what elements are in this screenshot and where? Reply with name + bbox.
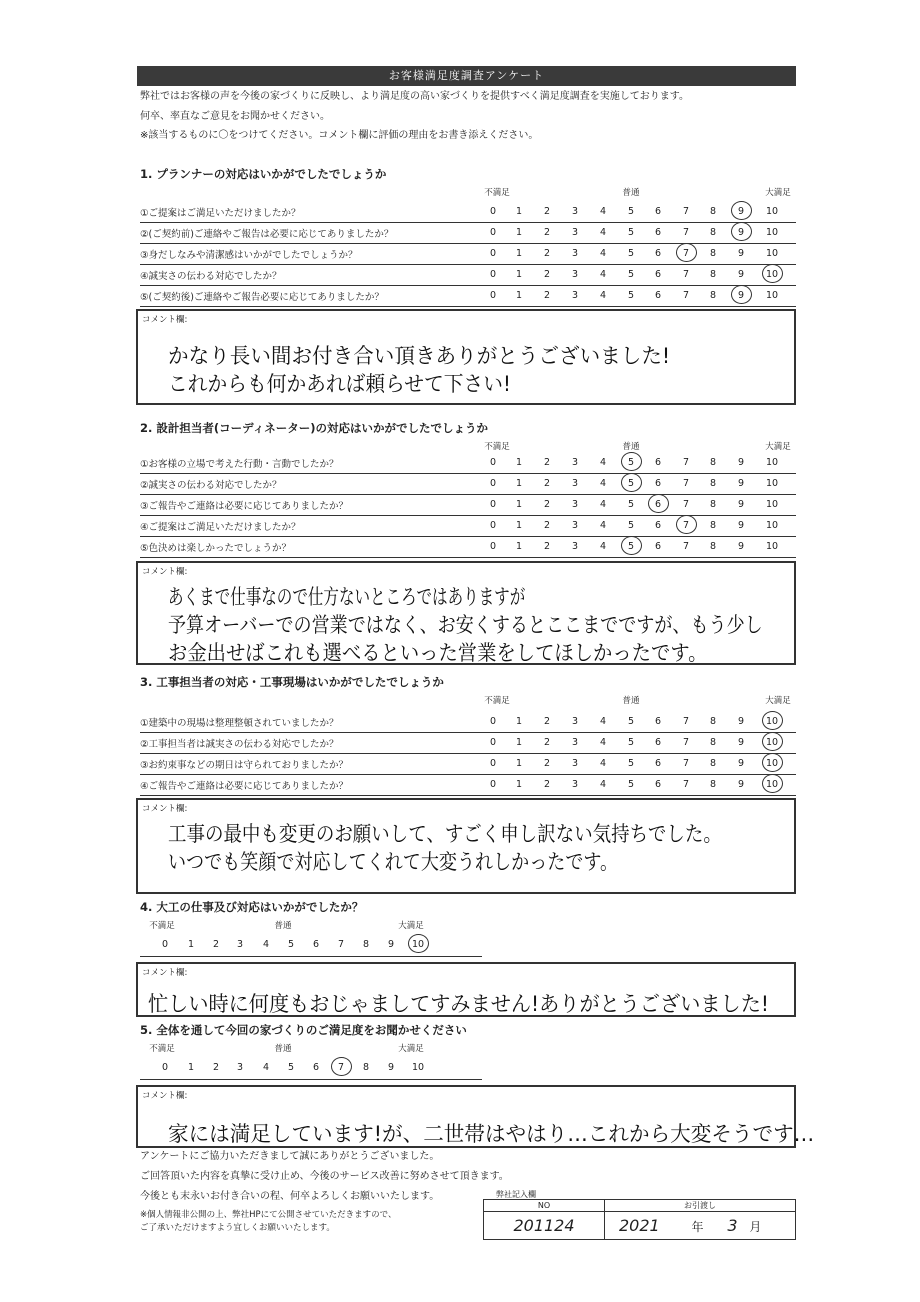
rating-option-8[interactable]: 8 <box>709 248 717 259</box>
rating-option-1[interactable]: 1 <box>515 457 523 468</box>
rating-option-5[interactable]: 5 <box>627 737 635 748</box>
selected-rating-circle <box>731 201 752 220</box>
selected-rating-circle <box>676 515 697 534</box>
rating-option-9[interactable]: 9 <box>737 758 745 769</box>
scale-label-mid-3: 普通 <box>622 696 640 706</box>
rating-option-5[interactable]: 5 <box>627 499 635 510</box>
rating-option-4[interactable]: 4 <box>599 457 607 468</box>
selected-rating-circle <box>331 1057 352 1076</box>
question-text: ③ご報告やご連絡は必要に応じてありましたか？ <box>140 501 349 512</box>
selected-rating-circle <box>762 711 783 730</box>
rating-option-1[interactable]: 1 <box>187 939 195 950</box>
footer-note-1: ※個人情報非公開の上、弊社HPにて公開させていただきますので、 <box>140 1210 397 1220</box>
rating-option-9[interactable]: 9 <box>737 541 745 552</box>
handwritten-comment-line: 工事の最中も変更のお願いして、すごく申し訳ない気持ちでした。 <box>168 822 722 846</box>
rating-option-4[interactable]: 4 <box>262 1062 270 1073</box>
rating-option-0[interactable]: 0 <box>161 1062 169 1073</box>
rating-option-6[interactable]: 6 <box>654 499 662 510</box>
comment-label: コメント欄: <box>142 804 188 814</box>
handwritten-comment-line: 予算オーバーでの営業ではなく、お安くするとここまでですが、もう少し <box>168 613 763 637</box>
rating-option-5[interactable]: 5 <box>287 1062 295 1073</box>
rating-option-3[interactable]: 3 <box>571 478 579 489</box>
rating-option-10[interactable]: 10 <box>411 939 425 950</box>
rating-option-8[interactable]: 8 <box>709 737 717 748</box>
rating-option-0[interactable]: 0 <box>489 779 497 790</box>
scale-label-mid-2: 普通 <box>622 442 640 452</box>
rating-option-9[interactable]: 9 <box>737 269 745 280</box>
rating-option-2[interactable]: 2 <box>543 290 551 301</box>
question-row <box>140 494 796 516</box>
rating-option-2[interactable]: 2 <box>543 541 551 552</box>
question-row <box>140 774 796 796</box>
rating-option-2[interactable]: 2 <box>212 939 220 950</box>
scale-label-mid-1: 普通 <box>622 188 640 198</box>
rating-option-3[interactable]: 3 <box>571 499 579 510</box>
rating-option-10[interactable]: 10 <box>765 227 779 238</box>
rating-option-2[interactable]: 2 <box>543 269 551 280</box>
question-text: ①お客様の立場で考えた行動・言動でしたか？ <box>140 459 339 470</box>
rating-option-3[interactable]: 3 <box>571 206 579 217</box>
selected-rating-circle <box>731 285 752 304</box>
handwritten-comment-line: あくまで仕事なので仕方ないところではありますが <box>168 585 526 609</box>
question-text: ③お約束事などの期日は守られておりましたか？ <box>140 760 349 771</box>
rating-option-2[interactable]: 2 <box>543 779 551 790</box>
rating-option-9[interactable]: 9 <box>737 520 745 531</box>
rating-option-8[interactable]: 8 <box>709 290 717 301</box>
section-title-4: 4. 大工の仕事及び対応はいかがでしたか？ <box>140 900 364 914</box>
rating-option-10[interactable]: 10 <box>765 290 779 301</box>
rating-option-6[interactable]: 6 <box>654 478 662 489</box>
rating-option-1[interactable]: 1 <box>515 290 523 301</box>
section-title-1: 1. プランナーの対応はいかがでしたでしょうか <box>140 167 387 181</box>
rating-option-0[interactable]: 0 <box>489 758 497 769</box>
intro-line-2: 何卒、率直なご意見をお聞かせください。 <box>140 111 330 122</box>
rating-option-3[interactable]: 3 <box>236 1062 244 1073</box>
rating-option-1[interactable]: 1 <box>515 779 523 790</box>
rating-option-5[interactable]: 5 <box>627 716 635 727</box>
rating-option-4[interactable]: 4 <box>599 269 607 280</box>
rating-option-7[interactable]: 7 <box>682 478 690 489</box>
rating-option-5[interactable]: 5 <box>627 758 635 769</box>
rating-option-7[interactable]: 7 <box>682 457 690 468</box>
rating-option-1[interactable]: 1 <box>515 478 523 489</box>
rating-option-7[interactable]: 7 <box>682 758 690 769</box>
rating-option-2[interactable]: 2 <box>543 206 551 217</box>
question-text: ③身だしなみや清潔感はいかがでしたでしょうか？ <box>140 250 358 261</box>
handover-year: 2021 <box>619 1216 660 1235</box>
rating-option-0[interactable]: 0 <box>489 269 497 280</box>
rating-option-9[interactable]: 9 <box>737 478 745 489</box>
rating-option-9[interactable]: 9 <box>737 716 745 727</box>
rating-option-4[interactable]: 4 <box>599 716 607 727</box>
no-label: NO <box>484 1200 605 1212</box>
rating-option-6[interactable]: 6 <box>654 520 662 531</box>
rating-option-0[interactable]: 0 <box>489 737 497 748</box>
rating-option-4[interactable]: 4 <box>599 520 607 531</box>
rating-option-10[interactable]: 10 <box>765 499 779 510</box>
rating-option-4[interactable]: 4 <box>599 758 607 769</box>
rating-option-6[interactable]: 6 <box>654 248 662 259</box>
rating-row-4 <box>140 934 482 957</box>
rating-option-2[interactable]: 2 <box>543 248 551 259</box>
rating-option-8[interactable]: 8 <box>709 269 717 280</box>
footer-line-2: ご回答頂いた内容を真摯に受け止め、今後のサービス改善に努めさせて頂きます。 <box>140 1171 509 1182</box>
rating-option-6[interactable]: 6 <box>654 227 662 238</box>
rating-option-9[interactable]: 9 <box>737 737 745 748</box>
comment-label: コメント欄: <box>142 567 188 577</box>
rating-option-1[interactable]: 1 <box>515 716 523 727</box>
rating-option-2[interactable]: 2 <box>543 499 551 510</box>
rating-option-0[interactable]: 0 <box>489 478 497 489</box>
rating-option-9[interactable]: 9 <box>387 939 395 950</box>
rating-option-5[interactable]: 5 <box>627 227 635 238</box>
rating-option-5[interactable]: 5 <box>627 779 635 790</box>
rating-option-6[interactable]: 6 <box>654 758 662 769</box>
rating-option-8[interactable]: 8 <box>709 716 717 727</box>
scale-label-mid-5: 普通 <box>274 1044 292 1054</box>
rating-option-5[interactable]: 5 <box>627 206 635 217</box>
rating-option-3[interactable]: 3 <box>571 779 579 790</box>
rating-option-1[interactable]: 1 <box>515 269 523 280</box>
rating-option-9[interactable]: 9 <box>737 248 745 259</box>
rating-option-0[interactable]: 0 <box>489 499 497 510</box>
rating-option-0[interactable]: 0 <box>489 290 497 301</box>
rating-option-5[interactable]: 5 <box>627 248 635 259</box>
selected-rating-circle <box>621 536 642 555</box>
rating-option-1[interactable]: 1 <box>515 541 523 552</box>
rating-option-2[interactable]: 2 <box>212 1062 220 1073</box>
rating-option-7[interactable]: 7 <box>682 520 690 531</box>
scale-label-low-5: 不満足 <box>149 1044 175 1054</box>
rating-option-5[interactable]: 5 <box>627 520 635 531</box>
rating-option-1[interactable]: 1 <box>515 499 523 510</box>
handwritten-comment-line: これからも何かあれば頼らせて下さい! <box>168 372 511 396</box>
year-unit: 年 <box>691 1220 704 1234</box>
rating-option-4[interactable]: 4 <box>599 227 607 238</box>
rating-option-1[interactable]: 1 <box>187 1062 195 1073</box>
question-row <box>140 222 796 244</box>
rating-option-3[interactable]: 3 <box>571 520 579 531</box>
rating-option-7[interactable]: 7 <box>682 227 690 238</box>
rating-option-2[interactable]: 2 <box>543 716 551 727</box>
rating-option-3[interactable]: 3 <box>571 457 579 468</box>
question-row <box>140 536 796 558</box>
rating-option-6[interactable]: 6 <box>654 269 662 280</box>
rating-option-9[interactable]: 9 <box>737 779 745 790</box>
rating-option-7[interactable]: 7 <box>682 269 690 280</box>
rating-option-8[interactable]: 8 <box>709 779 717 790</box>
scale-label-low-1: 不満足 <box>484 188 510 198</box>
rating-option-5[interactable]: 5 <box>627 269 635 280</box>
rating-option-2[interactable]: 2 <box>543 227 551 238</box>
rating-option-0[interactable]: 0 <box>489 541 497 552</box>
question-row <box>140 515 796 537</box>
survey-title: お客様満足度調査アンケート <box>137 66 796 86</box>
section-title-2: 2. 設計担当者(コーディネーター)の対応はいかがでしたでしょうか <box>140 421 488 435</box>
rating-option-10[interactable]: 10 <box>765 248 779 259</box>
rating-option-9[interactable]: 9 <box>737 290 745 301</box>
comment-label: コメント欄: <box>142 968 188 978</box>
handwritten-comment-line: 家には満足しています!が、二世帯はやはり…これから大変そうです… <box>168 1122 815 1146</box>
rating-option-3[interactable]: 3 <box>571 541 579 552</box>
rating-option-0[interactable]: 0 <box>489 457 497 468</box>
rating-option-4[interactable]: 4 <box>262 939 270 950</box>
scale-label-high-3: 大満足 <box>765 696 791 706</box>
handwritten-comment-line: かなり長い間お付き合い頂きありがとうございました! <box>168 344 671 368</box>
rating-option-1[interactable]: 1 <box>515 520 523 531</box>
question-text: ④ご提案はご満足いただけましたか？ <box>140 522 301 533</box>
rating-option-5[interactable]: 5 <box>627 478 635 489</box>
rating-option-3[interactable]: 3 <box>236 939 244 950</box>
rating-option-6[interactable]: 6 <box>654 541 662 552</box>
selected-rating-circle <box>621 452 642 471</box>
comment-box-1[interactable] <box>136 309 796 405</box>
rating-option-8[interactable]: 8 <box>709 499 717 510</box>
rating-option-10[interactable]: 10 <box>765 206 779 217</box>
rating-option-8[interactable]: 8 <box>709 478 717 489</box>
comment-label: コメント欄: <box>142 315 188 325</box>
rating-option-0[interactable]: 0 <box>161 939 169 950</box>
question-row <box>140 243 796 265</box>
rating-row-5 <box>140 1057 482 1080</box>
rating-option-4[interactable]: 4 <box>599 248 607 259</box>
handwritten-comment-line: いつでも笑顔で対応してくれて大変うれしかったです。 <box>168 850 619 874</box>
selected-rating-circle <box>762 753 783 772</box>
rating-option-6[interactable]: 6 <box>654 290 662 301</box>
comment-box-5[interactable] <box>136 1085 815 1148</box>
rating-option-0[interactable]: 0 <box>489 716 497 727</box>
rating-option-4[interactable]: 4 <box>599 478 607 489</box>
question-text: ⑤色決めは楽しかったでしょうか？ <box>140 543 292 554</box>
rating-option-0[interactable]: 0 <box>489 248 497 259</box>
rating-option-5[interactable]: 5 <box>627 457 635 468</box>
rating-option-0[interactable]: 0 <box>489 520 497 531</box>
selected-rating-circle <box>408 934 429 953</box>
rating-option-7[interactable]: 7 <box>337 939 345 950</box>
handwritten-comment-line: お金出せばこれも選べるといった営業をしてほしかったです。 <box>168 641 708 665</box>
rating-option-7[interactable]: 7 <box>682 737 690 748</box>
rating-option-6[interactable]: 6 <box>654 457 662 468</box>
rating-option-3[interactable]: 3 <box>571 716 579 727</box>
rating-option-3[interactable]: 3 <box>571 758 579 769</box>
rating-option-3[interactable]: 3 <box>571 290 579 301</box>
rating-option-2[interactable]: 2 <box>543 457 551 468</box>
rating-option-7[interactable]: 7 <box>337 1062 345 1073</box>
comment-box-2[interactable] <box>136 561 796 665</box>
question-row <box>140 473 796 495</box>
rating-option-7[interactable]: 7 <box>682 290 690 301</box>
month-unit: 月 <box>749 1220 762 1234</box>
rating-option-4[interactable]: 4 <box>599 779 607 790</box>
rating-option-3[interactable]: 3 <box>571 248 579 259</box>
rating-option-8[interactable]: 8 <box>709 520 717 531</box>
rating-option-3[interactable]: 3 <box>571 269 579 280</box>
rating-option-8[interactable]: 8 <box>709 227 717 238</box>
question-text: ⑤(ご契約後)ご連絡やご報告必要に応じてありましたか？ <box>140 292 384 303</box>
scale-label-low-3: 不満足 <box>484 696 510 706</box>
rating-option-10[interactable]: 10 <box>411 1062 425 1073</box>
rating-option-6[interactable]: 6 <box>312 939 320 950</box>
rating-option-7[interactable]: 7 <box>682 541 690 552</box>
rating-option-2[interactable]: 2 <box>543 520 551 531</box>
rating-option-8[interactable]: 8 <box>362 939 370 950</box>
rating-option-10[interactable]: 10 <box>765 269 779 280</box>
handwritten-comment-line: 忙しい時に何度もおじゃましてすみません!ありがとうございました! <box>148 992 769 1016</box>
rating-option-2[interactable]: 2 <box>543 478 551 489</box>
rating-option-1[interactable]: 1 <box>515 737 523 748</box>
question-row <box>140 201 796 223</box>
intro-line-3: ※該当するものに〇をつけてください。コメント欄に評価の理由をお書き添えください。 <box>140 130 539 141</box>
rating-option-10[interactable]: 10 <box>765 779 779 790</box>
question-row <box>140 264 796 286</box>
rating-option-9[interactable]: 9 <box>737 206 745 217</box>
question-text: ②誠実さの伝わる対応でしたか？ <box>140 480 282 491</box>
rating-option-8[interactable]: 8 <box>709 457 717 468</box>
rating-option-6[interactable]: 6 <box>654 779 662 790</box>
office-use-label: 弊社記入欄 <box>496 1190 536 1199</box>
rating-option-7[interactable]: 7 <box>682 716 690 727</box>
rating-option-6[interactable]: 6 <box>654 206 662 217</box>
question-row <box>140 753 796 775</box>
question-text: ①建築中の現場は整理整頓されていましたか？ <box>140 718 339 729</box>
rating-option-9[interactable]: 9 <box>737 457 745 468</box>
rating-option-8[interactable]: 8 <box>709 206 717 217</box>
rating-option-6[interactable]: 6 <box>654 716 662 727</box>
comment-box-4[interactable] <box>136 962 796 1017</box>
question-text: ④ご報告やご連絡は必要に応じてありましたか？ <box>140 781 349 792</box>
selected-rating-circle <box>621 473 642 492</box>
rating-option-8[interactable]: 8 <box>362 1062 370 1073</box>
question-text: ④誠実さの伝わる対応でしたか？ <box>140 271 282 282</box>
selected-rating-circle <box>762 732 783 751</box>
rating-option-3[interactable]: 3 <box>571 737 579 748</box>
scale-label-low-2: 不満足 <box>484 442 510 452</box>
question-text: ②(ご契約前)ご連絡やご報告は必要に応じてありましたか？ <box>140 229 394 240</box>
question-row <box>140 732 796 754</box>
rating-option-4[interactable]: 4 <box>599 737 607 748</box>
no-value: 201124 <box>484 1212 605 1240</box>
footer-note-2: ご了承いただけますよう宜しくお願いいたします。 <box>140 1223 335 1233</box>
rating-option-7[interactable]: 7 <box>682 248 690 259</box>
intro-line-1: 弊社ではお客様の声を今後の家づくりに反映し、より満足度の高い家づくりを提供すべく満足度調査を実施しております。 <box>140 91 689 102</box>
rating-option-10[interactable]: 10 <box>765 758 779 769</box>
scale-label-low-4: 不満足 <box>149 921 175 931</box>
rating-option-2[interactable]: 2 <box>543 737 551 748</box>
rating-option-4[interactable]: 4 <box>599 499 607 510</box>
rating-option-1[interactable]: 1 <box>515 206 523 217</box>
selected-rating-circle <box>648 494 669 513</box>
section-title-5: 5. 全体を通して今回の家づくりのご満足度をお聞かせください <box>140 1023 467 1037</box>
question-text: ①ご提案はご満足いただけましたか？ <box>140 208 301 219</box>
rating-option-10[interactable]: 10 <box>765 457 779 468</box>
selected-rating-circle <box>676 243 697 262</box>
rating-option-7[interactable]: 7 <box>682 779 690 790</box>
rating-option-8[interactable]: 8 <box>709 541 717 552</box>
rating-option-10[interactable]: 10 <box>765 520 779 531</box>
footer-line-1: アンケートにご協力いただきまして誠にありがとうございました。 <box>140 1151 440 1162</box>
question-row <box>140 285 796 307</box>
question-row <box>140 711 796 733</box>
handover-label: お引渡し <box>605 1200 796 1212</box>
scale-label-high-2: 大満足 <box>765 442 791 452</box>
rating-option-0[interactable]: 0 <box>489 206 497 217</box>
rating-option-9[interactable]: 9 <box>737 499 745 510</box>
rating-option-0[interactable]: 0 <box>489 227 497 238</box>
rating-option-4[interactable]: 4 <box>599 206 607 217</box>
rating-option-7[interactable]: 7 <box>682 206 690 217</box>
selected-rating-circle <box>762 264 783 283</box>
rating-option-1[interactable]: 1 <box>515 758 523 769</box>
rating-option-10[interactable]: 10 <box>765 737 779 748</box>
comment-box-3[interactable] <box>136 798 796 894</box>
rating-option-7[interactable]: 7 <box>682 499 690 510</box>
rating-option-9[interactable]: 9 <box>387 1062 395 1073</box>
rating-option-5[interactable]: 5 <box>627 290 635 301</box>
rating-option-1[interactable]: 1 <box>515 227 523 238</box>
rating-option-9[interactable]: 9 <box>737 227 745 238</box>
scale-label-mid-4: 普通 <box>274 921 292 931</box>
rating-option-6[interactable]: 6 <box>312 1062 320 1073</box>
rating-option-2[interactable]: 2 <box>543 758 551 769</box>
rating-option-5[interactable]: 5 <box>287 939 295 950</box>
selected-rating-circle <box>731 222 752 241</box>
rating-option-6[interactable]: 6 <box>654 737 662 748</box>
scale-label-high-5: 大満足 <box>398 1044 424 1054</box>
office-use-table <box>483 1199 796 1240</box>
rating-option-10[interactable]: 10 <box>765 478 779 489</box>
scale-label-high-1: 大満足 <box>765 188 791 198</box>
rating-option-3[interactable]: 3 <box>571 227 579 238</box>
rating-option-1[interactable]: 1 <box>515 248 523 259</box>
rating-option-8[interactable]: 8 <box>709 758 717 769</box>
rating-option-4[interactable]: 4 <box>599 541 607 552</box>
selected-rating-circle <box>762 774 783 793</box>
rating-option-10[interactable]: 10 <box>765 716 779 727</box>
section-title-3: 3. 工事担当者の対応・工事現場はいかがでしたでしょうか <box>140 675 444 689</box>
comment-label: コメント欄: <box>142 1091 188 1101</box>
rating-option-10[interactable]: 10 <box>765 541 779 552</box>
handover-month: 3 <box>727 1216 738 1235</box>
rating-option-5[interactable]: 5 <box>627 541 635 552</box>
footer-line-3: 今後とも末永いお付き合いの程、何卒よろしくお願いいたします。 <box>140 1191 440 1202</box>
scale-label-high-4: 大満足 <box>398 921 424 931</box>
question-text: ②工事担当者は誠実さの伝わる対応でしたか？ <box>140 739 339 750</box>
question-row <box>140 452 796 474</box>
rating-option-4[interactable]: 4 <box>599 290 607 301</box>
